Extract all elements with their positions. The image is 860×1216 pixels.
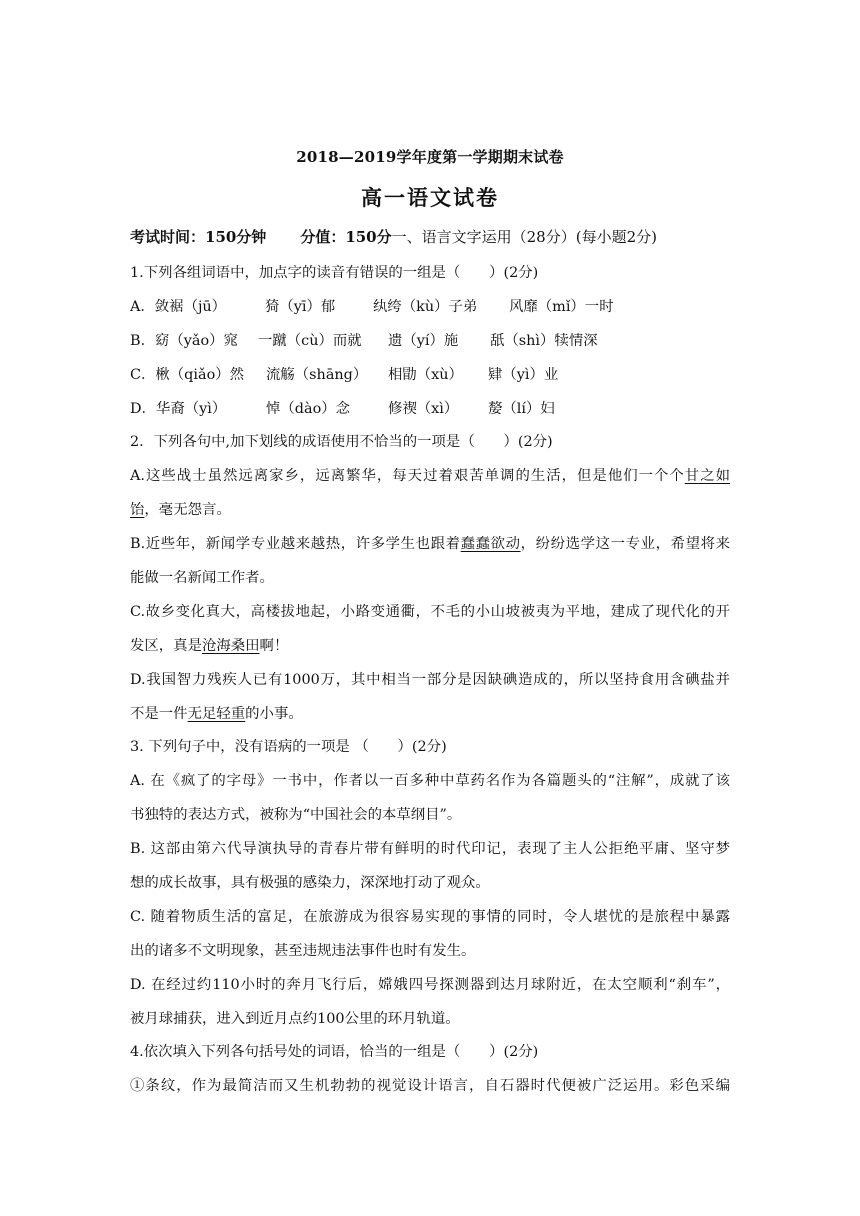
q1-stem: 1.下列各组词语中，加点字的读音有错误的一组是（ ）(2分) xyxy=(130,265,539,281)
q3-option-c-line-1: C. 随着物质生活的富足，在旅游成为很容易实现的事情的同时，令人堪忧的是旅程中暴露 xyxy=(130,908,730,925)
exam-score: 分值：150分 xyxy=(300,228,392,246)
q3-option-a-line-2: 书独特的表达方式，被称为“中国社会的本草纲目”。 xyxy=(130,807,462,824)
q2-a-idiom-end: 饴 xyxy=(130,502,145,519)
q1-a-word-3: 纨绔（kù）子弟 xyxy=(373,298,478,315)
q1-c-word-2: 流觞（shāng） xyxy=(266,366,368,383)
q1-c-word-4: 肄（yì）业 xyxy=(488,366,559,383)
q2-option-a-line-1: A.这些战士虽然远离家乡，远离繁华，每天过着艰苦单调的生活，但是他们一个个甘之如 xyxy=(130,468,730,485)
q1-b-word-2: 一蹴（cù）而就 xyxy=(258,332,362,349)
exam-title: 2018—2019学年度第一学期期末试卷 xyxy=(296,148,564,166)
q1-option-d xyxy=(130,393,730,427)
section-heading: 一、语言文字运用（28分）(每小题2分) xyxy=(391,228,657,246)
exam-body xyxy=(130,257,730,1104)
q3-option-b-line-1: B. 这部由第六代导演执导的青春片带有鲜明的时代印记，表现了主人公拒绝平庸、坚守梦 xyxy=(130,841,730,858)
q4-stem: 4.依次填入下列各句括号处的词语，恰当的一组是（ ）(2分) xyxy=(130,1044,539,1061)
q1-option-b xyxy=(130,325,730,359)
q1-b-word-3: 遗（yí）施 xyxy=(388,332,459,349)
q1-b-word-4: 舐（shì）犊情深 xyxy=(490,332,598,349)
q2-option-c-line-2: 发区，真是沧海桑田啊！ xyxy=(130,637,289,654)
q1-a-word-2: 猗（yī）郁 xyxy=(265,298,336,315)
q1-a-word-1: A．敛裾（jū） xyxy=(130,298,227,315)
q3-option-d-line-2: 被月球捕获，进入到近月点约100公里的环月轨道。 xyxy=(130,1010,460,1027)
exam-info-line xyxy=(130,226,657,247)
q3-option-c-line-2: 出的诸多不文明现象，甚至违规违法事件也时有发生。 xyxy=(130,942,476,959)
q3-option-a-line-1: A. 在《疯了的字母》一书中，作者以一百多种中草药名作为各篇题头的“注解”，成就了该 xyxy=(130,773,730,790)
q2-stem: 2．下列各句中,加下划线的成语使用不恰当的一项是（ ）(2分) xyxy=(130,434,553,451)
q2-option-b-line-1: B.近些年，新闻学专业越来越热，许多学生也跟着蠢蠢欲动，纷纷选学这一专业，希望将来 xyxy=(130,536,730,553)
q2-option-d-line-2: 不是一件无足轻重的小事。 xyxy=(130,705,303,722)
q2-c-idiom: 沧海桑田 xyxy=(201,637,260,654)
q2-d-idiom: 无足轻重 xyxy=(187,705,246,722)
q1-option-a xyxy=(130,291,730,325)
q3-option-d-line-1: D. 在经过约110小时的奔月飞行后，嫦娥四号探测器到达月球附近，在太空顺利“刹车”， xyxy=(130,976,730,993)
q1-b-word-1: B．窈（yǎo）窕 xyxy=(130,332,238,349)
q2-option-c-line-1: C.故乡变化真大，高楼拔地起，小路变通衢，不毛的小山坡被夷为平地，建成了现代化的开 xyxy=(130,603,730,620)
q2-option-d-line-1: D.我国智力残疾人已有1000万，其中相当一部分是因缺碘造成的，所以坚持食用含碘盐并 xyxy=(130,671,730,688)
q1-d-word-1: D．华裔（yì） xyxy=(130,400,227,417)
q1-d-word-2: 悼（dào）念 xyxy=(266,400,351,417)
q2-a-idiom: 甘之如 xyxy=(684,468,730,485)
q1-d-word-4: 嫠（lí）妇 xyxy=(488,400,555,417)
q1-c-word-3: 相勖（xù） xyxy=(388,366,463,383)
q2-b-idiom: 蠢蠢欲动 xyxy=(460,536,521,553)
q1-option-c xyxy=(130,359,730,393)
q1-d-word-3: 修禊（xì） xyxy=(388,400,459,417)
q1-a-word-4: 风靡（mǐ）一时 xyxy=(509,298,614,315)
exam-time: 考试时间：150分钟 xyxy=(130,228,267,246)
q4-item-1-line-1: ①条纹，作为最简洁而又生机勃勃的视觉设计语言，自石器时代便被广泛运用。彩色采编 xyxy=(130,1078,730,1095)
q2-option-b-line-2: 能做一名新闻工作者。 xyxy=(130,570,274,587)
q3-stem: 3. 下列句子中，没有语病的一项是 （ ）(2分) xyxy=(130,739,447,756)
exam-subtitle: 高一语文试卷 xyxy=(361,185,499,210)
q1-c-word-1: C．楸（qiǎo）然 xyxy=(130,366,245,383)
q3-option-b-line-2: 想的成长故事，具有极强的感染力，深深地打动了观众。 xyxy=(130,875,490,892)
q2-option-a-line-2: 饴，毫无怨言。 xyxy=(130,502,231,519)
